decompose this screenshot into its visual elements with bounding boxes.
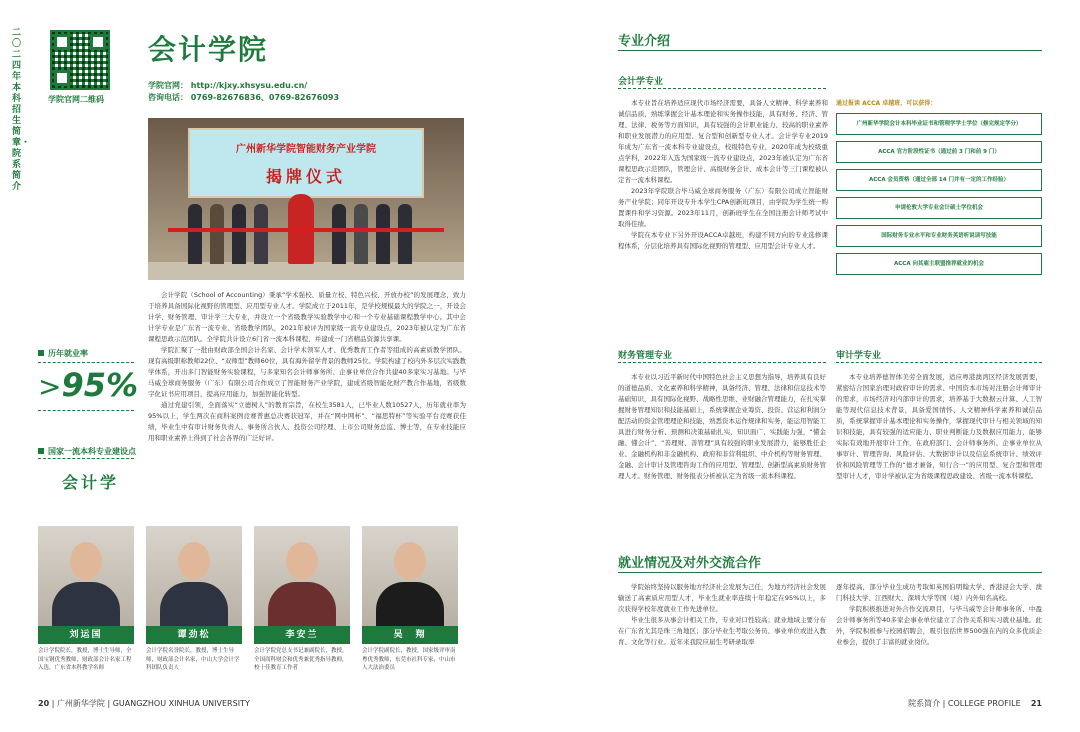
footer-text: 院系简介 | COLLEGE PROFILE: [908, 699, 1021, 708]
acca-item: ACCA 会员资格（通过全部 14 门并有一定的工作经验）: [836, 169, 1042, 191]
qr-caption: 学院官网二维码: [48, 95, 104, 104]
page-title: 会计学院: [148, 33, 269, 66]
page-number: 20: [38, 699, 50, 708]
national-major-value: 会计学: [62, 473, 120, 492]
acca-item: ACCA 向其雇主联盟推荐就业的机会: [836, 253, 1042, 275]
qr-code-icon[interactable]: [50, 30, 110, 90]
phone-line: 咨询电话： 0769-82676836、0769-82676093: [148, 93, 340, 102]
footer-right: [880, 698, 1042, 709]
national-major-label: 国家一流本科专业建设点: [38, 446, 136, 457]
employment-paragraph: 学院始终坚持以服务地方经济社会发展为己任，为地方经济社会发展输送了高素质应用型人才，毕业生就业率连续十年稳定在95%以上，多次获得学校年度就业工作先进单位。: [618, 583, 826, 613]
finance-title: 财务管理专业: [618, 351, 673, 361]
accounting-title: 会计学专业: [618, 77, 664, 87]
faculty-card: [146, 526, 242, 673]
employment-paragraph: 逐年提高，部分毕业生成功考取如英国伯明翰大学、香港浸会大学、澳门科技大学、江西财大、深圳大学等国（境）内外知名高校。: [836, 583, 1042, 602]
faculty-photo: [362, 526, 458, 626]
ceremony-banner: [188, 128, 424, 198]
faculty-card: [254, 526, 350, 673]
faculty-name: 李安兰: [254, 626, 350, 644]
acca-item: ACCA 官方阶段性证书（通过前 3 门和前 9 门）: [836, 141, 1042, 163]
finance-paragraph: 本专业以习近平新时代中国特色社会主义思想为指导，培养具有良好的道德品质、文化素养和科学精神，具备经济、管理、法律和信息技术等基础知识，具有国际化视野、战略性思维、业财融合管理能力，在扎实掌握财务管理知识和技能基础上，系统掌握企业筹资、投资、营运和利润分配活动的资金管理理论和技能，熟悉资本运作规律和实务，能运用智能工具进行财务分析、预测和决策基础扎实、知识面广、实践能力强，“懂金融、懂会计”、“善理财、善管理”具有较强的职业发展潜力，能够胜任企业、金融机构和非金融机构、政府和非营利组织、中介机构等财务管理、金融、会计审计及管理咨询工作的应用型、管理型、创新型高素质财务管理人才。财务管理、财务报表分析被认定为省级一流本科课程。: [618, 373, 826, 480]
faculty-name: 吴 翔: [362, 626, 458, 644]
section-title: 专业介绍: [618, 34, 671, 49]
faculty-desc: 会计学院名誉院长，教授，博士生导师，财政部会计名家，中山大学会计学科团队负责人: [146, 648, 240, 671]
intro-paragraph: 通过党建引领，全面落实“立德树人”的教育宗旨，在校生3581人，已毕业人数10527人，历年就业率为95%以上，学生两次在商科案例竞赛普惠总决赛获冠军，并在“网中网杯”、“福思特杯”等实验平台竞赛获佳绩，毕业生中有审计财务负责人、事务所合伙人、投资公司经理、上市公司财务总监、博士等，在专业技能应用和职业素养上得到了社会各界的广泛好评。: [148, 401, 466, 442]
audit-title: 审计学专业: [836, 351, 882, 361]
faculty-photo: [38, 526, 134, 626]
faculty-card: [362, 526, 458, 673]
accounting-text: [618, 98, 828, 252]
acca-title: 通过报读 ACCA 卓越班，可以获得：: [836, 100, 937, 107]
faculty-name: 谭劲松: [146, 626, 242, 644]
faculty-profiles: [38, 526, 456, 676]
banner-line1: 广州新华学院智能财务产业学院: [236, 144, 376, 155]
side-title: 二〇二四年本科招生简章・院系简介: [12, 28, 31, 192]
intro-paragraph: 学院汇聚了一批由财政部全国会计名家、会计学术领军人才、优秀教育工作者等组成的高素质教学团队。现有高级职称教师22位、“双师型”教师60位，具有海外留学背景的教师25位。学院构建了校内外多层次实践教学体系，开出多门智能财务实验课程，与多家知名会计师事务所、企事业单位合作共建40多家实习基地。与毕马威全球商务服务（广东）有限公司合作成立了智能财务产业学院，建成省级智能化财产教合作基地，省级数字化证书应用项目，提高应用能力，加强智能化转型。: [148, 346, 466, 398]
employment-rate-label: 历年就业率: [38, 348, 88, 359]
employment-paragraph: 毕业生很多从事会计相关工作，专业对口性较高；就业地域主要分布在广东省尤其是珠三角地区；部分毕业生考取公务员、事业单位或进入教育、文化等行业。近年来我院应届生考研录取率: [618, 616, 826, 646]
employment-rate-value: >95%: [38, 366, 139, 404]
accounting-paragraph: 学院在本专业下另外开设ACCA卓越班，构建不同方向的专业选修课程体系，分层化培养具有国际化视野的管理型、应用型会计专业人才。: [618, 231, 828, 250]
employment-text-right: [836, 582, 1042, 648]
audit-paragraph: 本专业培养德智体美劳全面发展，适应粤港澳湾区经济发展需要，紧密结合国家治理对政府审计的需求、中国资本市场对注册会计师审计的需求，市场经济对内部审计的需求，培养基于大数据云计算、人工智能等现代信息技术背景，具备爱国情怀、人文精神科学素养和诚信品质，系统掌握审计基本理论和实务操作，掌握现代审计与相关领域的知识和技能，具有较强的适应能力、职业判断能力及数据应用能力，能够实际有效地开展审计工作，在政府部门、会计师事务所、企事业单位从事审计、管理咨询、风险评估、大数据审计以及信息系统审计、绩效评价和风险管理等工作的“德才兼备，知行合一”的应用型、复合型和管理型审计人才，审计学被认定为省级课程思政建设、省级一流本科课程。: [836, 373, 1042, 480]
faculty-card: [38, 526, 134, 673]
employment-title: 就业情况及对外交流合作: [618, 556, 762, 571]
acca-benefits: [836, 98, 1042, 324]
finance-text: [618, 372, 826, 482]
website-link[interactable]: 学院官网： http://kjxy.xhsysu.edu.cn/: [148, 81, 308, 90]
faculty-desc: 会计学院党总支书记兼副院长，教授，全国商科财会和优秀兼优秀指导教师，校十佳教育工作者: [254, 648, 348, 671]
faculty-name: 刘运国: [38, 626, 134, 644]
faculty-desc: 会计学院院长，教授，博士生导师，全国宝钢优秀教师，财政部会计名家工程入选，广东省本科教学名师: [38, 648, 132, 671]
footer-text: 广州新华学院 | GUANGZHOU XINHUA UNIVERSITY: [56, 699, 250, 708]
audit-text: [836, 372, 1042, 482]
ceremony-photo: [148, 118, 464, 280]
faculty-photo: [254, 526, 350, 626]
accounting-paragraph: 2023年学院联合毕马威全球商务服务（广东）有限公司成立智能财务产业学院；同年开设专升本学生CPA创新班项目，由学院为学生统一购置课件和学习资源。2023年11月，创新班学生在全国注册会计师考试中取得佳绩。: [618, 187, 828, 228]
employment-text-left: [618, 582, 826, 648]
acca-item: 广州新华学院会计本科毕业证书和管理学学士学位（修完规定学分）: [836, 113, 1042, 135]
acca-item: 国际财务专业水平和专业财务英语听说读写技能: [836, 225, 1042, 247]
employment-paragraph: 学院积极推进对外合作交流项目，与毕马威等会计师事务所、中盈会计师事务所等40多家企事业单位建立了合作关系和实习就业基地。此外，学院积极参与校园招聘会，吸引包括世界500强在内的众多优质企业参会，提供了丰富的就业岗位。: [836, 605, 1042, 646]
red-ribbon: [168, 228, 444, 232]
intro-text: [148, 290, 466, 444]
faculty-desc: 会计学院副院长，教授，国家级评审南粤优秀教师，东莞市社科专家，中山市人大法治委员: [362, 648, 456, 671]
page-number: 21: [1030, 699, 1042, 708]
intro-paragraph: 会计学院（School of Accounting）秉承“学术强校、质量立校、特色兴校、开放办校”的发展理念，致力于培养具备国际化视野的管理型、应用型专业人才。学院成立于2011年，是学校规模最大的学院之一，开设会计学、财务管理、审计学三大专业，并设立一个省级教学实验教学中心和一个专业基础课程教学中心。其中会计学专业是广东省一流专业、省级教学团队，2021年被评为国家级一流专业建设点，2023年被认定为广东省课程思政示范团队。全学院共计设立6门省一流本科课程，并建成一门省精品资源共享课。: [148, 291, 466, 343]
banner-line2: 揭牌仪式: [265, 167, 346, 186]
accounting-paragraph: 本专业旨在培养适应现代市场经济需要，具备人文精神、科学素养和诚信品质，熟练掌握会计基本理论和实务操作技能，具有财务、经济、管理、法律、税务等方面知识，具有较强的会计职业能力、较高的职业素养和职业发展潜力的应用型、复合型和创新型专业人才。会计学专业2019年成为广东省一流本科专业建设点，校级特色专业，2020年成为校级重点学科，2022年入选为国家级一流专业建设点，2023年被认定为广东省课程思政示范团队，管理会计、高级财务会计、成本会计等三门课程被认定省一流本科课程。: [618, 99, 828, 184]
contact-info: [148, 80, 339, 104]
footer-left: 20 | 广州新华学院 | GUANGZHOU XINHUA UNIVERSITY: [38, 699, 250, 708]
faculty-photo: [146, 526, 242, 626]
acca-item: 申请伦敦大学专业会计硕士学位机会: [836, 197, 1042, 219]
